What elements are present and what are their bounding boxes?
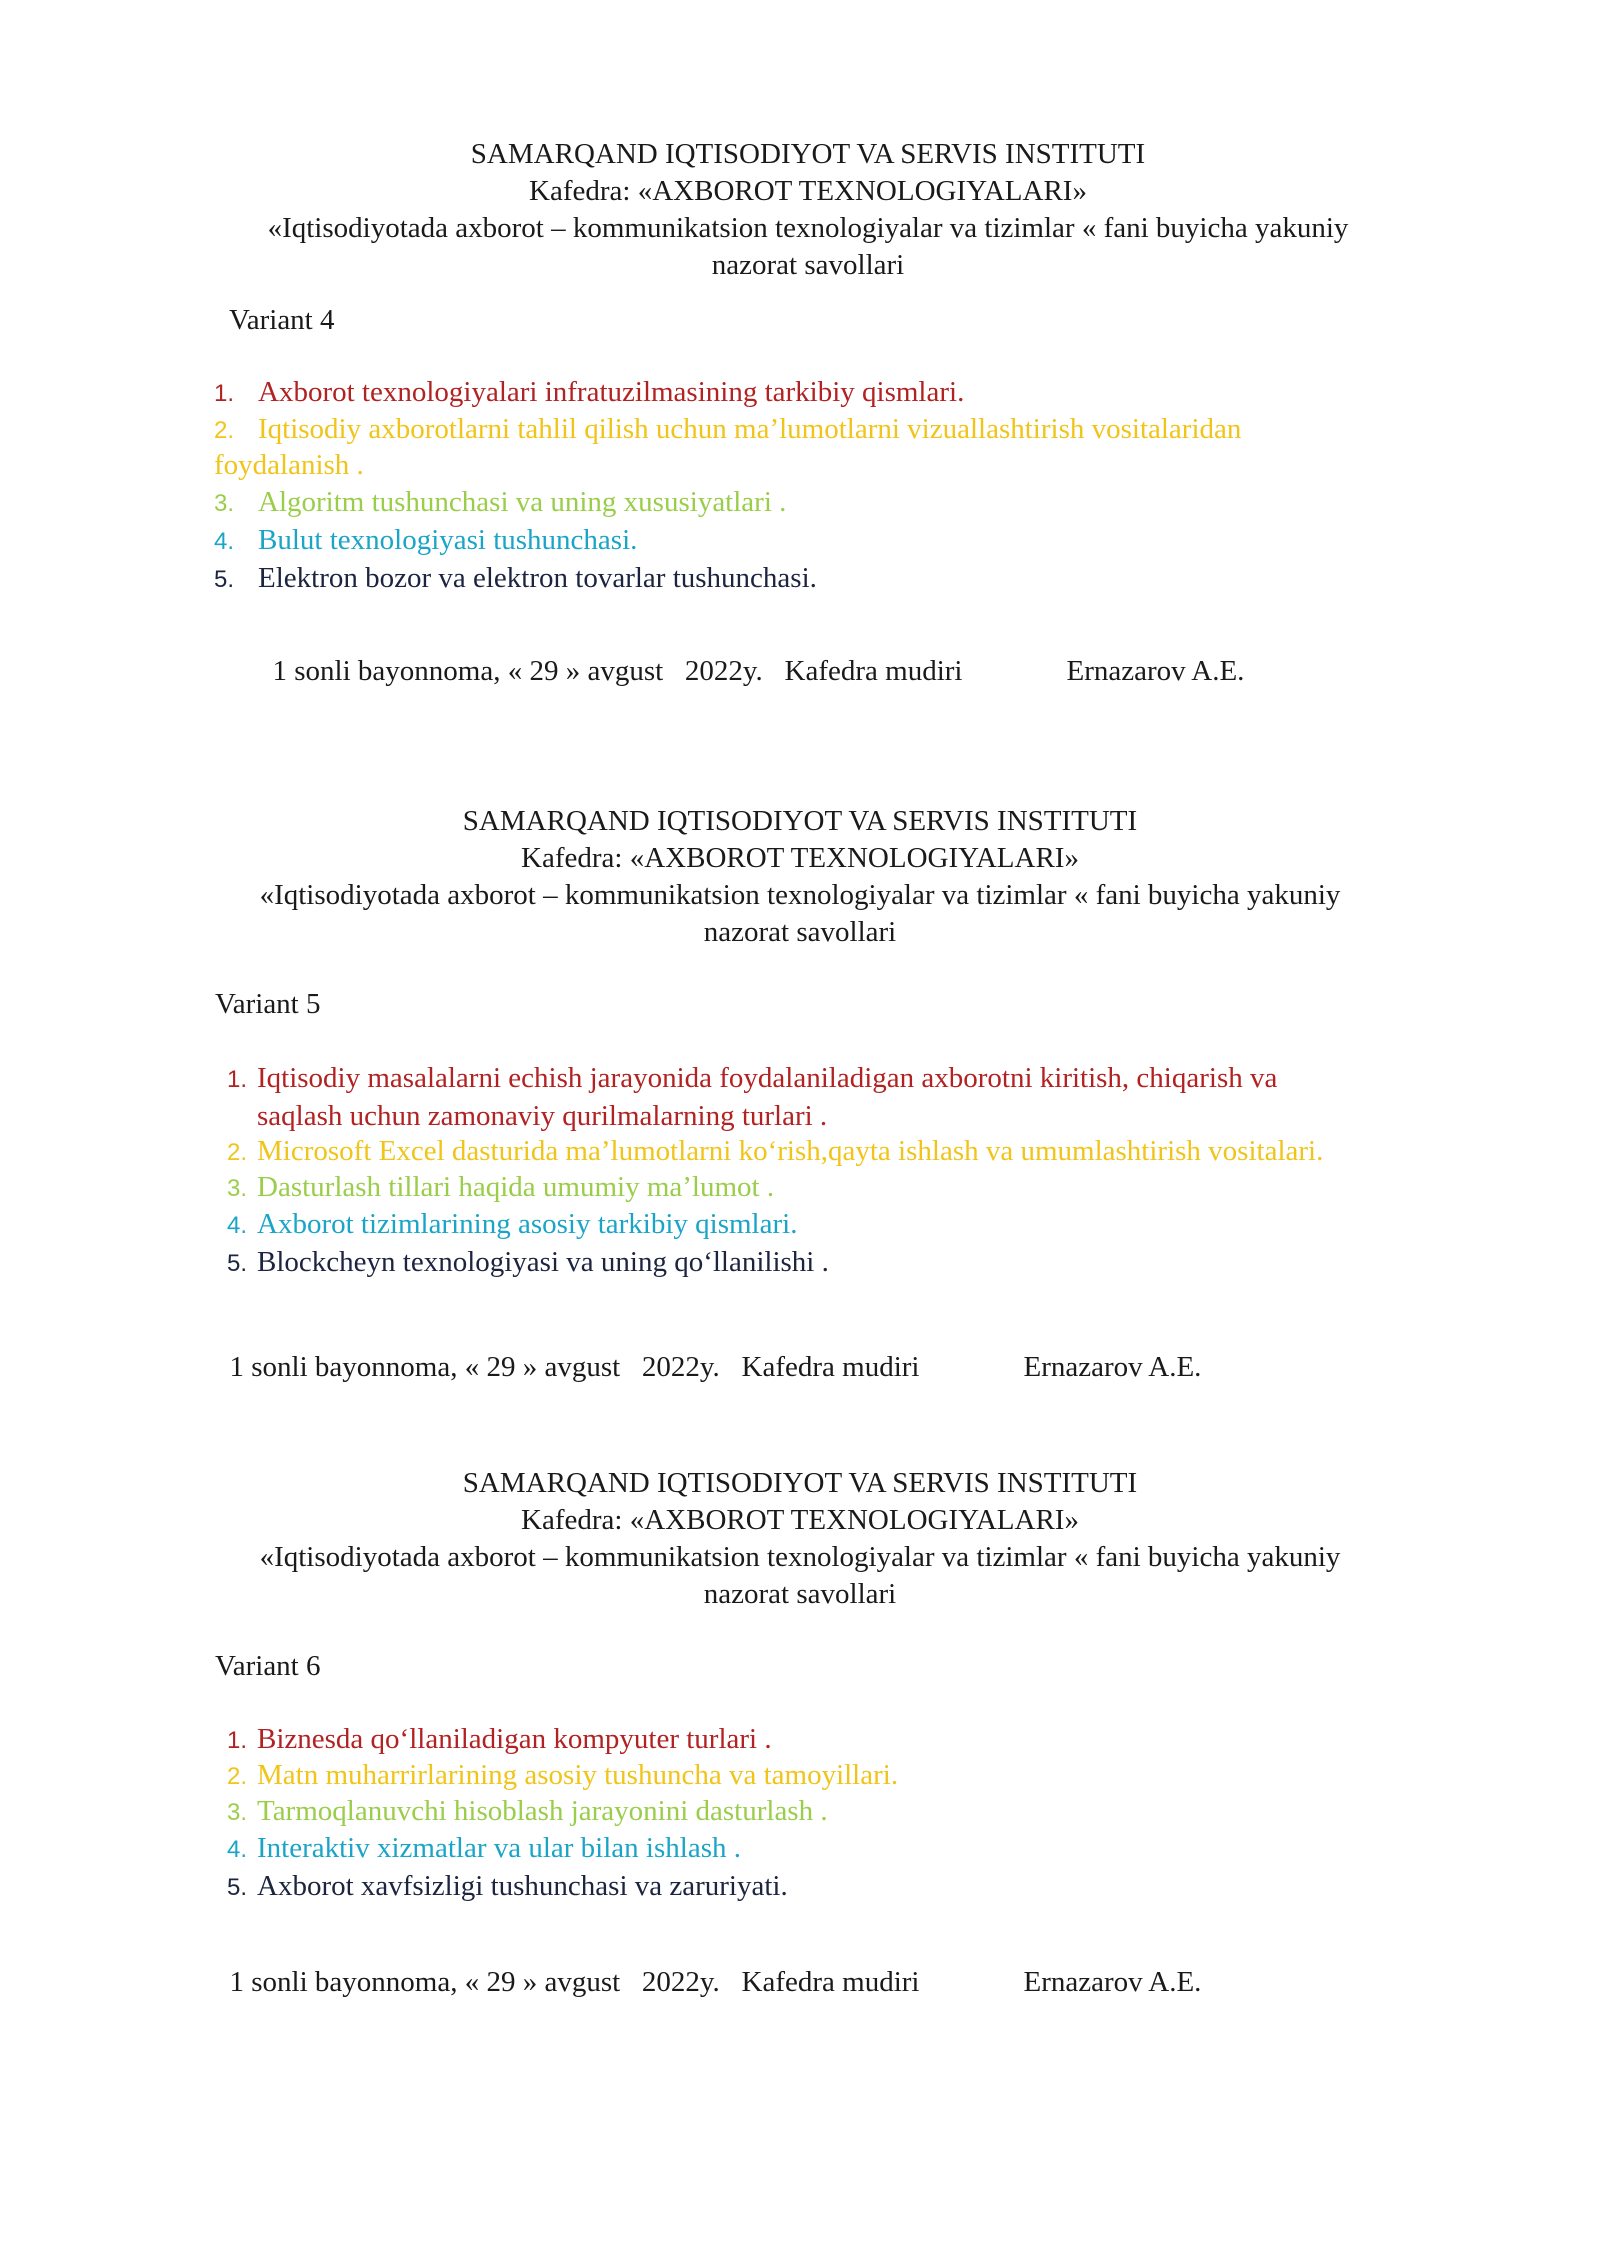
question-list bbox=[227, 1722, 1477, 1906]
question-text: Axborot xavfsizligi tushunchasi va zaruriyati. bbox=[257, 1870, 788, 1902]
question-text: Dasturlash tillari haqida umumiy ma’lumot . bbox=[257, 1171, 775, 1203]
subject-line-2: nazorat savollari bbox=[703, 916, 897, 948]
variant-title: Variant 6 bbox=[215, 1650, 321, 1682]
subject-line: «Iqtisodiyotada axborot – kommunikatsion texnologiyalar va tizimlar « fani buyicha yakuniy bbox=[267, 212, 1349, 244]
list-item bbox=[214, 560, 1414, 598]
list-item bbox=[227, 1170, 1477, 1206]
protocol-text: 1 sonli bayonnoma, « 29 » avgust 2022y. Kafedra mudiri bbox=[272, 655, 963, 687]
signature-line bbox=[215, 1318, 1201, 1384]
list-item bbox=[214, 484, 1414, 522]
subject-line: «Iqtisodiyotada axborot – kommunikatsion texnologiyalar va tizimlar « fani buyicha yakuniy bbox=[259, 1541, 1341, 1573]
list-item bbox=[227, 1134, 1477, 1170]
list-item bbox=[227, 1060, 1477, 1134]
department-head-name: Ernazarov A.E. bbox=[1023, 1966, 1202, 1998]
question-text: Matn muharrirlarining asosiy tushuncha va tamoyillari. bbox=[257, 1759, 899, 1791]
question-text-continued: foydalanish . bbox=[214, 449, 364, 481]
question-number: 3. bbox=[227, 1799, 248, 1826]
question-list bbox=[214, 374, 1414, 598]
list-item bbox=[227, 1722, 1477, 1758]
question-text: Interaktiv xizmatlar va ular bilan ishlash . bbox=[257, 1832, 741, 1864]
subject-line-2: nazorat savollari bbox=[703, 1578, 897, 1610]
institute-title: SAMARQAND IQTISODIYOT VA SERVIS INSTITUTI bbox=[462, 1467, 1138, 1499]
variant-title: Variant 4 bbox=[229, 304, 335, 336]
question-number: 3. bbox=[214, 490, 235, 517]
question-number: 4. bbox=[227, 1212, 248, 1239]
department-title: Kafedra: «AXBOROT TEXNOLOGIYALARI» bbox=[529, 175, 1087, 207]
subject-line: «Iqtisodiyotada axborot – kommunikatsion texnologiyalar va tizimlar « fani buyicha yakuniy bbox=[259, 879, 1341, 911]
question-number: 3. bbox=[227, 1175, 248, 1202]
question-list bbox=[227, 1060, 1477, 1282]
protocol-text: 1 sonli bayonnoma, « 29 » avgust 2022y. Kafedra mudiri bbox=[229, 1966, 920, 1998]
question-number: 2. bbox=[214, 417, 235, 444]
list-item bbox=[227, 1206, 1477, 1244]
question-number: 5. bbox=[227, 1874, 248, 1901]
institute-title: SAMARQAND IQTISODIYOT VA SERVIS INSTITUTI bbox=[470, 138, 1146, 170]
question-text: Elektron bozor va elektron tovarlar tushunchasi. bbox=[258, 562, 817, 594]
list-item bbox=[227, 1244, 1477, 1282]
question-number: 5. bbox=[227, 1250, 248, 1277]
question-number: 1. bbox=[214, 380, 235, 407]
department-title: Kafedra: «AXBOROT TEXNOLOGIYALARI» bbox=[521, 1504, 1079, 1536]
question-text: Iqtisodiy masalalarni echish jarayonida foydalaniladigan axborotni kiritish, chiqarish va bbox=[257, 1062, 1278, 1094]
question-number: 2. bbox=[227, 1139, 248, 1166]
institute-title: SAMARQAND IQTISODIYOT VA SERVIS INSTITUTI bbox=[462, 805, 1138, 837]
question-number: 4. bbox=[214, 528, 235, 555]
question-text: Blockcheyn texnologiyasi va uning qo‘llanilishi . bbox=[257, 1246, 829, 1278]
signature-line bbox=[258, 622, 1244, 688]
variant-title: Variant 5 bbox=[215, 988, 321, 1020]
list-item bbox=[214, 374, 1414, 412]
variant-6-header bbox=[0, 1465, 1600, 1613]
question-text: Iqtisodiy axborotlarni tahlil qilish uchun ma’lumotlarni vizuallashtirish vositalaridan bbox=[258, 413, 1242, 445]
subject-line-2: nazorat savollari bbox=[711, 249, 905, 281]
question-text: Microsoft Excel dasturida ma’lumotlarni ko‘rish,qayta ishlash va umumlashtirish vositalari. bbox=[257, 1135, 1324, 1167]
department-head-name: Ernazarov A.E. bbox=[1023, 1351, 1202, 1383]
variant-4-header bbox=[8, 136, 1600, 284]
variant-5-header bbox=[0, 803, 1600, 951]
question-number: 5. bbox=[214, 566, 235, 593]
list-item bbox=[214, 412, 1414, 482]
question-text: Bulut texnologiyasi tushunchasi. bbox=[258, 524, 638, 556]
question-number: 4. bbox=[227, 1836, 248, 1863]
list-item bbox=[227, 1868, 1477, 1906]
list-item bbox=[227, 1830, 1477, 1868]
question-text: Algoritm tushunchasi va uning xususiyatlari . bbox=[258, 486, 787, 518]
question-text: Biznesda qo‘llaniladigan kompyuter turlari . bbox=[257, 1723, 772, 1755]
question-number: 2. bbox=[227, 1763, 248, 1790]
protocol-text: 1 sonli bayonnoma, « 29 » avgust 2022y. Kafedra mudiri bbox=[229, 1351, 920, 1383]
question-text: Tarmoqlanuvchi hisoblash jarayonini dasturlash . bbox=[257, 1795, 828, 1827]
department-head-name: Ernazarov A.E. bbox=[1066, 655, 1245, 687]
question-text: Axborot tizimlarining asosiy tarkibiy qismlari. bbox=[257, 1208, 798, 1240]
question-number: 1. bbox=[227, 1066, 248, 1093]
list-item bbox=[214, 522, 1414, 560]
signature-line bbox=[215, 1933, 1201, 1999]
question-text: Axborot texnologiyalari infratuzilmasining tarkibiy qismlari. bbox=[258, 376, 965, 408]
list-item bbox=[227, 1758, 1477, 1794]
question-text-continued: saqlash uchun zamonaviy qurilmalarning turlari . bbox=[257, 1100, 828, 1132]
list-item bbox=[227, 1794, 1477, 1830]
department-title: Kafedra: «AXBOROT TEXNOLOGIYALARI» bbox=[521, 842, 1079, 874]
question-number: 1. bbox=[227, 1727, 248, 1754]
